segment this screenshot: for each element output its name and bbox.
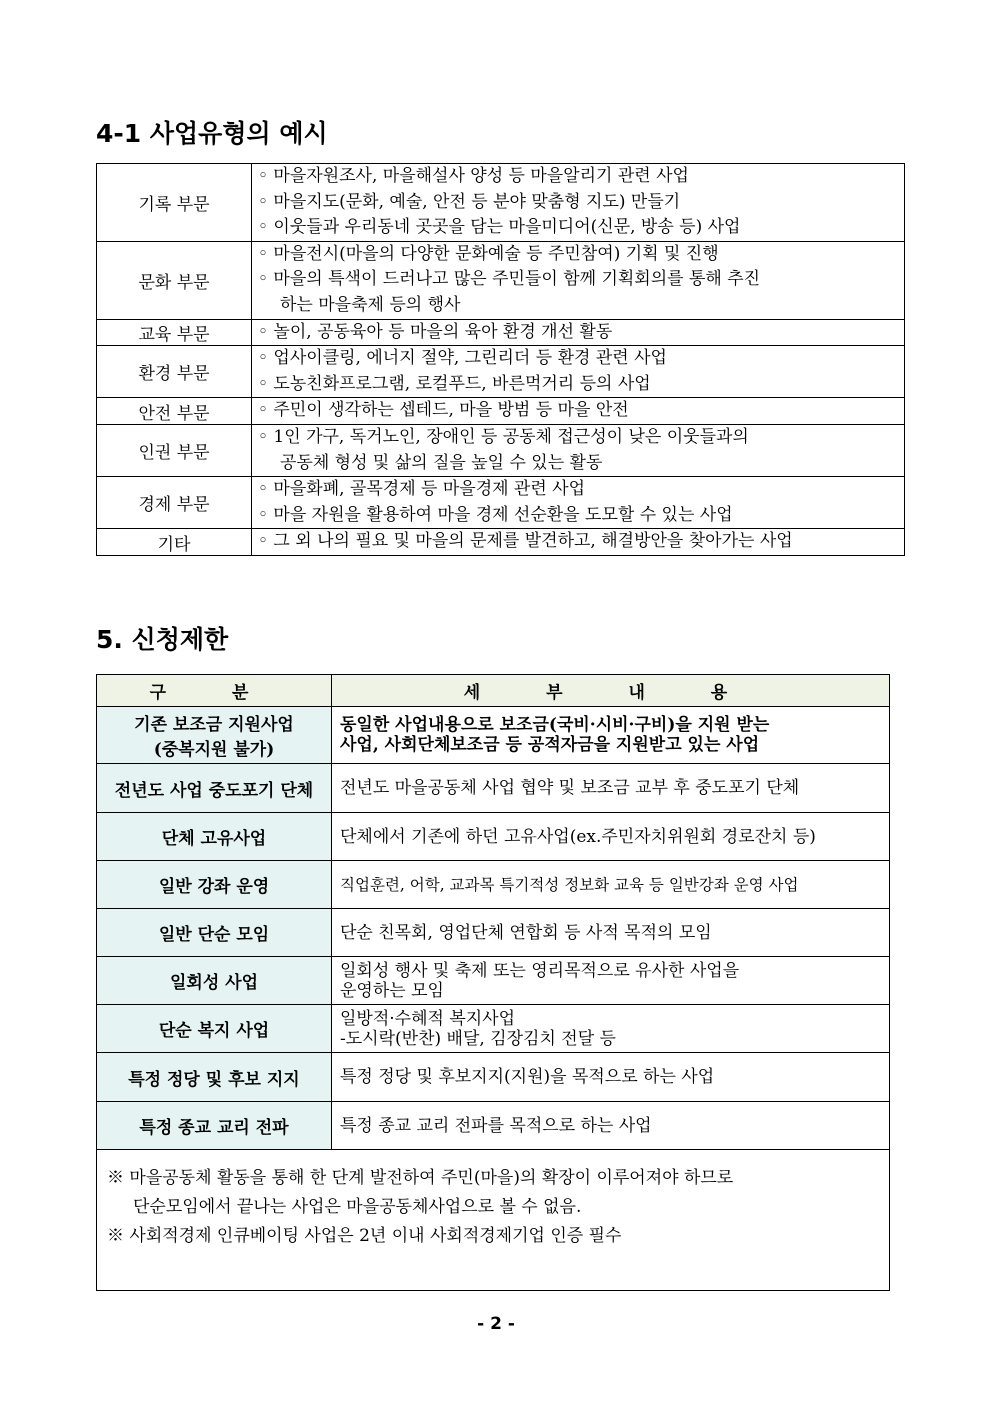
note-line: 단순모임에서 끝나는 사업은 마을공동체사업으로 볼 수 없음.	[133, 1197, 582, 1217]
category-cell: 기록 부문	[97, 164, 252, 242]
category-cell: 문화 부문	[97, 241, 252, 319]
category-cell: 특정 정당 및 후보 지지	[97, 1053, 332, 1102]
table-row	[97, 861, 890, 909]
detail-cell	[332, 957, 890, 1005]
list-item: ◦ 마을 자원을 활용하여 마을 경제 선순환을 도모할 수 있는 사업	[258, 504, 733, 525]
category-cell: 일회성 사업	[97, 957, 332, 1005]
table-row	[97, 813, 890, 861]
table-row	[97, 241, 905, 319]
list-item: 공동체 형성 및 삶의 질을 높일 수 있는 활동	[280, 452, 603, 473]
category-cell: 전년도 사업 중도포기 단체	[97, 764, 332, 813]
detail-cell: 단체에서 기존에 하던 고유사업(ex.주민자치위원회 경로잔치 등)	[332, 813, 890, 861]
items-cell	[252, 424, 905, 476]
table-row	[97, 1053, 890, 1102]
table-row	[97, 529, 905, 556]
table-row	[97, 1005, 890, 1053]
table-row	[97, 1102, 890, 1150]
detail-line: -도시락(반찬) 배달, 김장김치 전달 등	[340, 1028, 616, 1049]
list-item: ◦ 그 외 나의 필요 및 마을의 문제를 발견하고, 해결방안을 찾아가는 사업	[258, 531, 793, 552]
category-cell: 환경 부문	[97, 346, 252, 398]
page-number: - 2 -	[477, 1314, 515, 1334]
detail-cell: 특정 종교 교리 전파를 목적으로 하는 사업	[332, 1102, 890, 1150]
list-item: ◦ 업사이클링, 에너지 절약, 그린리더 등 환경 관련 사업	[258, 348, 667, 369]
list-item: ◦ 마을화폐, 골목경제 등 마을경제 관련 사업	[258, 479, 586, 500]
category-cell	[97, 707, 332, 764]
section-4-1-title: 4-1 사업유형의 예시	[96, 119, 328, 148]
table-row	[97, 319, 905, 346]
list-item: ◦ 마을자원조사, 마을해설사 양성 등 마을알리기 관련 사업	[258, 166, 689, 186]
detail-cell: 단순 친목회, 영업단체 연합회 등 사적 목적의 모임	[332, 909, 890, 957]
restriction-table	[96, 674, 890, 1291]
items-cell	[252, 319, 905, 346]
list-item: ◦ 1인 가구, 독거노인, 장애인 등 공동체 접근성이 낮은 이웃들과의	[258, 426, 749, 447]
items-cell	[252, 477, 905, 529]
list-item: ◦ 마을의 특색이 드러나고 많은 주민들이 함께 기획회의를 통해 추진	[258, 269, 761, 290]
list-item: ◦ 마을지도(문화, 예술, 안전 등 분야 맞춤형 지도) 만들기	[258, 191, 681, 212]
table-row	[97, 764, 890, 813]
detail-line: 일방적·수혜적 복지사업	[340, 1008, 516, 1029]
category-cell: 경제 부문	[97, 477, 252, 529]
category-line: (중복지원 불가)	[153, 740, 275, 760]
table-row	[97, 477, 905, 529]
detail-cell	[332, 1005, 890, 1053]
category-cell: 단체 고유사업	[97, 813, 332, 861]
detail-line: 운영하는 모임	[340, 980, 444, 1001]
items-cell	[252, 164, 905, 242]
detail-cell: 전년도 마을공동체 사업 협약 및 보조금 교부 후 중도포기 단체	[332, 764, 890, 813]
items-cell	[252, 529, 905, 556]
detail-line: 동일한 사업내용으로 보조금(국비·시비·구비)을 지원 받는	[340, 715, 770, 735]
table-row	[97, 398, 905, 425]
detail-cell: 특정 정당 및 후보지지(지원)을 목적으로 하는 사업	[332, 1053, 890, 1102]
items-cell	[252, 346, 905, 398]
list-item: ◦ 이웃들과 우리동네 곳곳을 담는 마을미디어(신문, 방송 등) 사업	[258, 217, 741, 238]
business-type-table	[96, 163, 905, 556]
items-cell	[252, 398, 905, 425]
category-line: 기존 보조금 지원사업	[134, 715, 294, 735]
detail-cell: 직업훈련, 어학, 교과목 특기적성 정보화 교육 등 일반강좌 운영 사업	[332, 861, 890, 909]
category-cell: 교육 부문	[97, 319, 252, 346]
list-item: ◦ 마을전시(마을의 다양한 문화예술 등 주민참여) 기획 및 진행	[258, 243, 719, 264]
category-cell: 인권 부문	[97, 424, 252, 476]
note-line: ※ 마을공동체 활동을 통해 한 단계 발전하여 주민(마을)의 확장이 이루어져야 하므로	[107, 1168, 734, 1188]
category-cell: 일반 강좌 운영	[97, 861, 332, 909]
header-detail: 세 부 내 용	[332, 675, 890, 707]
table-row	[97, 346, 905, 398]
note-line: ※ 사회적경제 인큐베이팅 사업은 2년 이내 사회적경제기업 인증 필수	[107, 1226, 622, 1246]
table-row	[97, 909, 890, 957]
category-cell: 단순 복지 사업	[97, 1005, 332, 1053]
notes-cell	[97, 1150, 890, 1291]
category-cell: 일반 단순 모임	[97, 909, 332, 957]
category-cell: 안전 부문	[97, 398, 252, 425]
detail-line: 사업, 사회단체보조금 등 공적자금을 지원받고 있는 사업	[340, 735, 760, 755]
table-header-row	[97, 675, 890, 707]
category-cell: 기타	[97, 529, 252, 556]
table-row	[97, 707, 890, 764]
table-row	[97, 424, 905, 476]
list-item: ◦ 놀이, 공동육아 등 마을의 육아 환경 개선 활동	[258, 321, 613, 342]
category-cell: 특정 종교 교리 전파	[97, 1102, 332, 1150]
list-item: ◦ 도농친화프로그램, 로컬푸드, 바른먹거리 등의 사업	[258, 373, 651, 394]
table-row	[97, 164, 905, 242]
list-item: ◦ 주민이 생각하는 셉테드, 마을 방범 등 마을 안전	[258, 400, 629, 421]
table-row	[97, 957, 890, 1005]
header-category: 구 분	[97, 675, 332, 707]
section-5-title: 5. 신청제한	[96, 625, 229, 654]
detail-line: 일회성 행사 및 축제 또는 영리목적으로 유사한 사업을	[340, 960, 740, 981]
items-cell	[252, 241, 905, 319]
detail-cell	[332, 707, 890, 764]
notes-row	[97, 1150, 890, 1291]
list-item: 하는 마을축제 등의 행사	[280, 294, 461, 315]
